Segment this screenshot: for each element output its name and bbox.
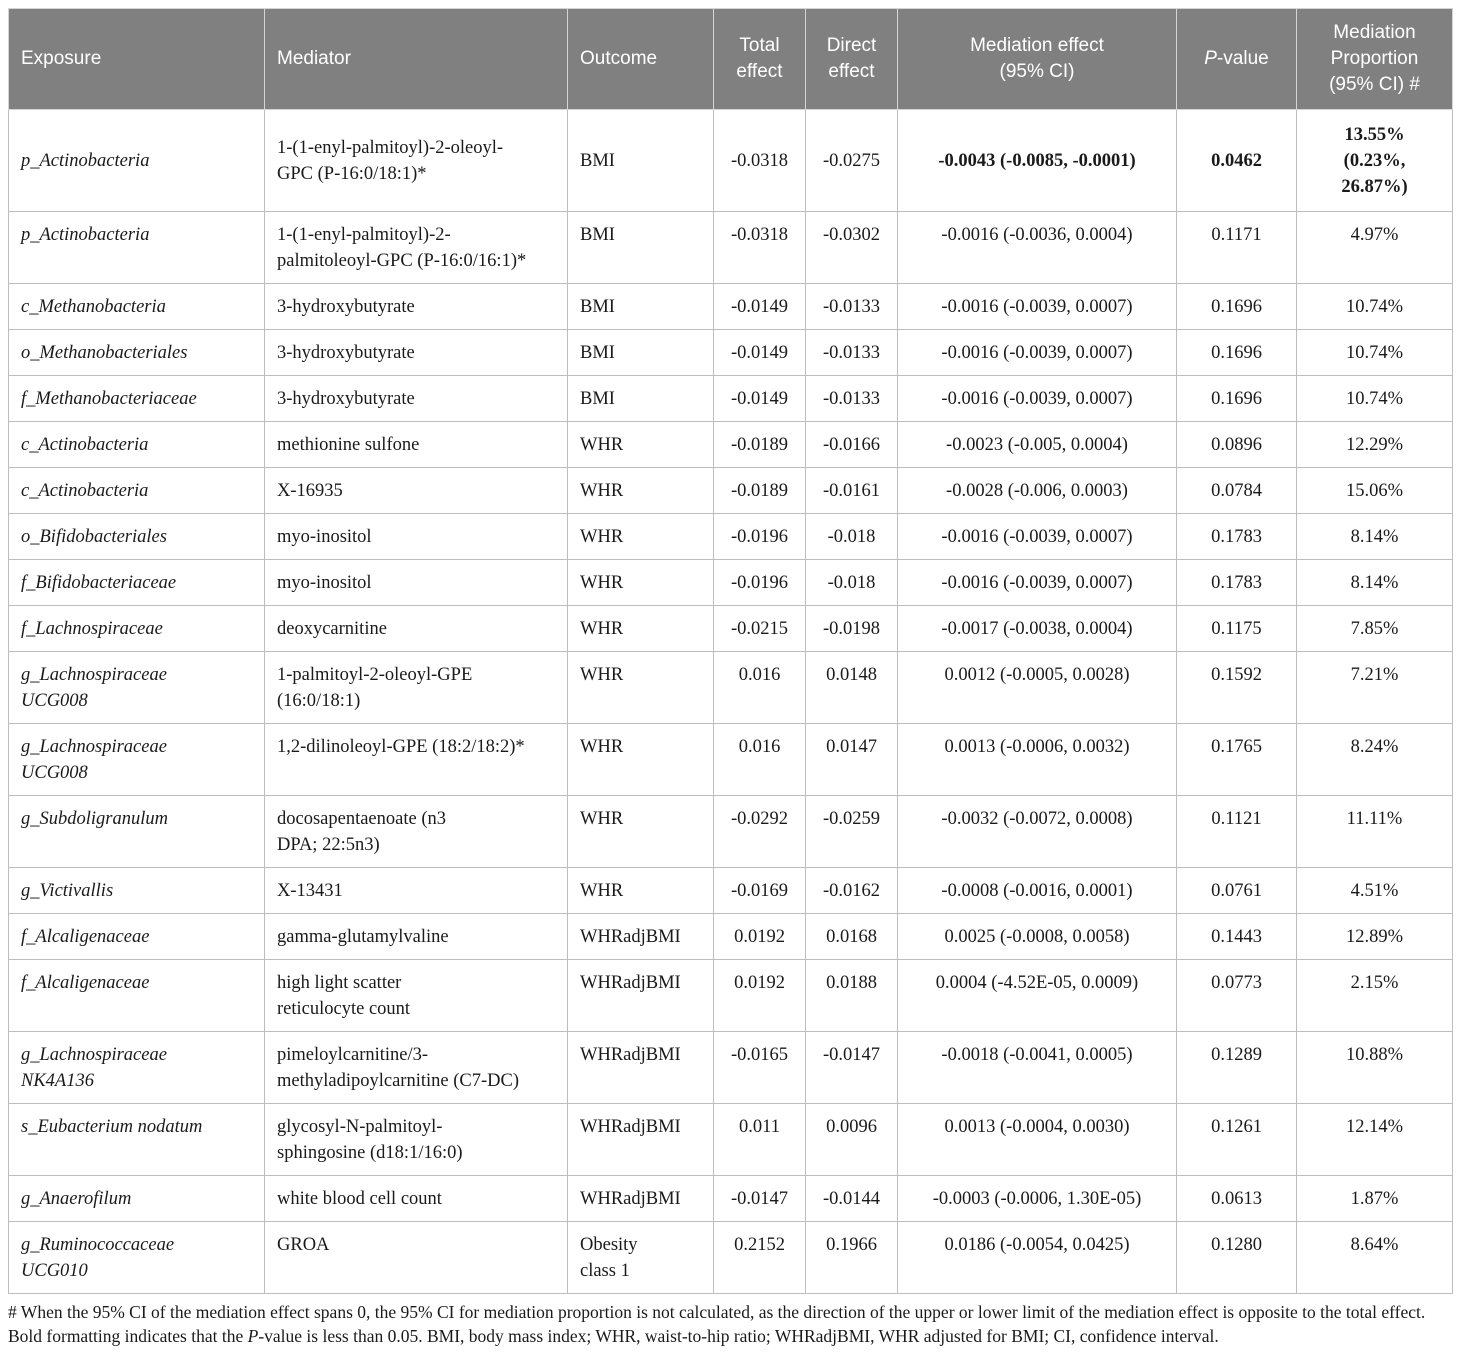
exposure-cell xyxy=(9,960,265,1032)
total-effect-cell: -0.0165 xyxy=(714,1032,806,1104)
outcome-cell xyxy=(568,376,714,422)
exposure-cell-line: UCG010 xyxy=(21,1261,88,1281)
p-value-cell: 0.0761 xyxy=(1177,868,1297,914)
table-body xyxy=(9,110,1453,1294)
mediation-proportion-cell xyxy=(1297,1222,1453,1294)
mediator-cell-line: methionine sulfone xyxy=(277,435,420,455)
p-value-cell: 0.1696 xyxy=(1177,376,1297,422)
mediator-cell xyxy=(265,868,568,914)
table-row xyxy=(9,606,1453,652)
mediation-effect-cell: -0.0018 (-0.0041, 0.0005) xyxy=(898,1032,1177,1104)
mediator-cell-line: pimeloylcarnitine/3- xyxy=(277,1045,429,1065)
exposure-cell-line: c_Methanobacteria xyxy=(21,297,166,317)
mediation-proportion-cell xyxy=(1297,560,1453,606)
mediation-proportion-cell-line: 4.51% xyxy=(1350,881,1399,901)
mediator-cell-line: 3-hydroxybutyrate xyxy=(277,297,415,317)
p-value-cell: 0.1261 xyxy=(1177,1104,1297,1176)
mediation-proportion-cell-line: 10.74% xyxy=(1345,297,1404,317)
mediation-proportion-cell-line: 12.29% xyxy=(1345,435,1404,455)
exposure-cell-line: f_Alcaligenaceae xyxy=(21,973,150,993)
exposure-cell xyxy=(9,914,265,960)
outcome-cell xyxy=(568,652,714,724)
mediation-proportion-cell xyxy=(1297,514,1453,560)
mediator-cell-line: myo-inositol xyxy=(277,573,372,593)
exposure-cell-line: f_Lachnospiraceae xyxy=(21,619,163,639)
total-effect-cell: 0.0192 xyxy=(714,914,806,960)
direct-effect-cell: -0.0133 xyxy=(806,284,898,330)
mediator-cell xyxy=(265,1222,568,1294)
mediation-proportion-cell-line: 8.24% xyxy=(1350,737,1399,757)
p-value-cell: 0.0613 xyxy=(1177,1176,1297,1222)
mediator-cell-line: 1-(1-enyl-palmitoyl)-2- xyxy=(277,225,451,245)
mediation-proportion-cell-line: 12.14% xyxy=(1345,1117,1404,1137)
outcome-cell-line: WHRadjBMI xyxy=(580,1189,681,1209)
mediation-proportion-cell xyxy=(1297,796,1453,868)
mediation-effect-cell: -0.0017 (-0.0038, 0.0004) xyxy=(898,606,1177,652)
exposure-cell xyxy=(9,796,265,868)
mediation-proportion-cell xyxy=(1297,606,1453,652)
mediator-cell-line: sphingosine (d18:1/16:0) xyxy=(277,1143,463,1163)
outcome-cell xyxy=(568,110,714,212)
outcome-cell-line: WHR xyxy=(580,435,624,455)
mediator-cell xyxy=(265,284,568,330)
table-row xyxy=(9,914,1453,960)
outcome-cell-line: WHR xyxy=(580,881,624,901)
mediator-cell xyxy=(265,796,568,868)
mediator-cell xyxy=(265,422,568,468)
outcome-cell-line: WHRadjBMI xyxy=(580,973,681,993)
direct-effect-cell: 0.1966 xyxy=(806,1222,898,1294)
mediation-proportion-cell-line: 2.15% xyxy=(1350,973,1399,993)
exposure-cell-line: p_Actinobacteria xyxy=(21,151,150,171)
table-row xyxy=(9,1222,1453,1294)
mediation-effect-cell: 0.0186 (-0.0054, 0.0425) xyxy=(898,1222,1177,1294)
outcome-cell-line: BMI xyxy=(580,151,615,171)
total-effect-cell: -0.0318 xyxy=(714,212,806,284)
mediation-proportion-cell-line: 10.88% xyxy=(1345,1045,1404,1065)
mediation-proportion-cell xyxy=(1297,110,1453,212)
mediator-cell-line: palmitoleoyl-GPC (P-16:0/16:1)* xyxy=(277,251,527,271)
outcome-cell-line: WHR xyxy=(580,573,624,593)
mediation-effect-cell: -0.0043 (-0.0085, -0.0001) xyxy=(898,110,1177,212)
p-value-cell: 0.1783 xyxy=(1177,560,1297,606)
outcome-cell xyxy=(568,1176,714,1222)
direct-effect-cell: -0.0147 xyxy=(806,1032,898,1104)
table-row xyxy=(9,560,1453,606)
mediation-proportion-cell xyxy=(1297,212,1453,284)
outcome-cell xyxy=(568,1032,714,1104)
total-effect-cell: -0.0292 xyxy=(714,796,806,868)
mediator-cell xyxy=(265,330,568,376)
outcome-cell-line: BMI xyxy=(580,225,615,245)
mediation-proportion-cell-line: 26.87%) xyxy=(1341,177,1408,197)
exposure-cell xyxy=(9,652,265,724)
mediator-cell-line: deoxycarnitine xyxy=(277,619,387,639)
outcome-cell-line: WHR xyxy=(580,527,624,547)
header-total-effect: Total effect xyxy=(714,9,806,110)
mediation-proportion-cell-line: 8.14% xyxy=(1350,527,1399,547)
mediation-proportion-cell xyxy=(1297,960,1453,1032)
mediator-cell-line: 1-palmitoyl-2-oleoyl-GPE xyxy=(277,665,473,685)
table-row xyxy=(9,724,1453,796)
exposure-cell xyxy=(9,868,265,914)
header-p-value: P-value xyxy=(1177,9,1297,110)
total-effect-cell: -0.0189 xyxy=(714,468,806,514)
exposure-cell xyxy=(9,468,265,514)
p-value-cell: 0.0784 xyxy=(1177,468,1297,514)
exposure-cell xyxy=(9,284,265,330)
exposure-cell xyxy=(9,606,265,652)
mediation-proportion-cell-line: 10.74% xyxy=(1345,343,1404,363)
mediation-proportion-cell-line: 8.14% xyxy=(1350,573,1399,593)
exposure-cell-line: p_Actinobacteria xyxy=(21,225,150,245)
mediator-cell xyxy=(265,514,568,560)
header-mediation-proportion: Mediation Proportion (95% CI) # xyxy=(1297,9,1453,110)
mediator-cell xyxy=(265,1032,568,1104)
table-row xyxy=(9,796,1453,868)
mediation-proportion-cell xyxy=(1297,284,1453,330)
mediation-effect-cell: -0.0016 (-0.0039, 0.0007) xyxy=(898,560,1177,606)
table-row xyxy=(9,212,1453,284)
table-row xyxy=(9,110,1453,212)
total-effect-cell: -0.0196 xyxy=(714,514,806,560)
exposure-cell-line: g_Subdoligranulum xyxy=(21,809,168,829)
outcome-cell xyxy=(568,212,714,284)
table-row xyxy=(9,330,1453,376)
p-value-cell: 0.1783 xyxy=(1177,514,1297,560)
outcome-cell xyxy=(568,1104,714,1176)
mediation-effect-cell: -0.0016 (-0.0039, 0.0007) xyxy=(898,514,1177,560)
mediation-effect-cell: 0.0025 (-0.0008, 0.0058) xyxy=(898,914,1177,960)
p-value-cell: 0.1443 xyxy=(1177,914,1297,960)
p-value-cell: 0.1289 xyxy=(1177,1032,1297,1104)
exposure-cell xyxy=(9,376,265,422)
mediator-cell xyxy=(265,914,568,960)
exposure-cell xyxy=(9,1176,265,1222)
mediator-cell-line: reticulocyte count xyxy=(277,999,411,1019)
p-value-cell: 0.1765 xyxy=(1177,724,1297,796)
outcome-cell xyxy=(568,514,714,560)
p-value-cell: 0.0773 xyxy=(1177,960,1297,1032)
header-row xyxy=(9,9,1453,110)
mediation-proportion-cell xyxy=(1297,914,1453,960)
mediation-effect-cell: -0.0016 (-0.0036, 0.0004) xyxy=(898,212,1177,284)
mediation-effect-cell: -0.0016 (-0.0039, 0.0007) xyxy=(898,284,1177,330)
direct-effect-cell: -0.0275 xyxy=(806,110,898,212)
table-row xyxy=(9,422,1453,468)
table-row xyxy=(9,960,1453,1032)
mediation-proportion-cell-line: 7.85% xyxy=(1350,619,1399,639)
outcome-cell-line: WHR xyxy=(580,665,624,685)
mediation-proportion-cell-line: (0.23%, xyxy=(1343,151,1406,171)
total-effect-cell: -0.0189 xyxy=(714,422,806,468)
mediation-effect-cell: 0.0012 (-0.0005, 0.0028) xyxy=(898,652,1177,724)
mediator-cell xyxy=(265,110,568,212)
direct-effect-cell: -0.0162 xyxy=(806,868,898,914)
mediation-proportion-cell xyxy=(1297,376,1453,422)
header-mediation-effect: Mediation effect (95% CI) xyxy=(898,9,1177,110)
mediator-cell xyxy=(265,212,568,284)
mediator-cell-line: (16:0/18:1) xyxy=(277,691,361,711)
mediator-cell-line: docosapentaenoate (n3 xyxy=(277,809,446,829)
mediator-cell-line: GROA xyxy=(277,1235,330,1255)
total-effect-cell: -0.0149 xyxy=(714,376,806,422)
mediator-cell-line: methyladipoylcarnitine (C7-DC) xyxy=(277,1071,519,1091)
mediator-cell-line: X-13431 xyxy=(277,881,343,901)
mediator-cell-line: high light scatter xyxy=(277,973,402,993)
direct-effect-cell: 0.0096 xyxy=(806,1104,898,1176)
exposure-cell-line: g_Lachnospiraceae xyxy=(21,737,167,757)
mediator-cell-line: 1-(1-enyl-palmitoyl)-2-oleoyl- xyxy=(277,138,504,158)
total-effect-cell: 0.016 xyxy=(714,652,806,724)
outcome-cell xyxy=(568,914,714,960)
exposure-cell-line: o_Methanobacteriales xyxy=(21,343,188,363)
mediation-proportion-cell xyxy=(1297,468,1453,514)
mediation-effect-cell: 0.0013 (-0.0004, 0.0030) xyxy=(898,1104,1177,1176)
total-effect-cell: -0.0318 xyxy=(714,110,806,212)
mediation-effect-cell: -0.0016 (-0.0039, 0.0007) xyxy=(898,376,1177,422)
table-container xyxy=(8,8,1452,1348)
mediator-cell xyxy=(265,1176,568,1222)
exposure-cell xyxy=(9,1104,265,1176)
direct-effect-cell: -0.018 xyxy=(806,514,898,560)
mediation-proportion-cell-line: 10.74% xyxy=(1345,389,1404,409)
total-effect-cell: 0.016 xyxy=(714,724,806,796)
mediator-cell-line: white blood cell count xyxy=(277,1189,442,1209)
p-value-cell: 0.0462 xyxy=(1177,110,1297,212)
mediator-cell-line: GPC (P-16:0/18:1)* xyxy=(277,164,427,184)
mediator-cell xyxy=(265,724,568,796)
outcome-cell-line: WHRadjBMI xyxy=(580,927,681,947)
outcome-cell-line: BMI xyxy=(580,389,615,409)
p-value-cell: 0.1592 xyxy=(1177,652,1297,724)
direct-effect-cell: 0.0168 xyxy=(806,914,898,960)
exposure-cell xyxy=(9,1032,265,1104)
mediation-effect-cell: -0.0023 (-0.005, 0.0004) xyxy=(898,422,1177,468)
direct-effect-cell: -0.0166 xyxy=(806,422,898,468)
mediation-proportion-cell xyxy=(1297,422,1453,468)
mediator-cell-line: 1,2-dilinoleoyl-GPE (18:2/18:2)* xyxy=(277,737,525,757)
exposure-cell xyxy=(9,724,265,796)
outcome-cell xyxy=(568,1222,714,1294)
mediation-table xyxy=(8,8,1453,1294)
exposure-cell-line: f_Alcaligenaceae xyxy=(21,927,150,947)
table-row xyxy=(9,1104,1453,1176)
p-value-cell: 0.1121 xyxy=(1177,796,1297,868)
mediation-proportion-cell-line: 4.97% xyxy=(1350,225,1399,245)
direct-effect-cell: -0.0144 xyxy=(806,1176,898,1222)
exposure-cell-line: g_Victivallis xyxy=(21,881,114,901)
exposure-cell-line: f_Methanobacteriaceae xyxy=(21,389,197,409)
outcome-cell-line: WHR xyxy=(580,619,624,639)
outcome-cell xyxy=(568,724,714,796)
outcome-cell-line: BMI xyxy=(580,297,615,317)
outcome-cell-line: WHRadjBMI xyxy=(580,1117,681,1137)
outcome-cell xyxy=(568,330,714,376)
direct-effect-cell: -0.0133 xyxy=(806,330,898,376)
direct-effect-cell: -0.0161 xyxy=(806,468,898,514)
direct-effect-cell: 0.0148 xyxy=(806,652,898,724)
mediator-cell xyxy=(265,1104,568,1176)
mediator-cell-line: gamma-glutamylvaline xyxy=(277,927,449,947)
mediator-cell-line: X-16935 xyxy=(277,481,343,501)
header-mediator: Mediator xyxy=(265,9,568,110)
total-effect-cell: -0.0169 xyxy=(714,868,806,914)
mediator-cell-line: DPA; 22:5n3) xyxy=(277,835,380,855)
outcome-cell xyxy=(568,468,714,514)
outcome-cell xyxy=(568,960,714,1032)
mediation-effect-cell: -0.0032 (-0.0072, 0.0008) xyxy=(898,796,1177,868)
table-row xyxy=(9,284,1453,330)
mediation-effect-cell: -0.0003 (-0.0006, 1.30E-05) xyxy=(898,1176,1177,1222)
exposure-cell-line: s_Eubacterium nodatum xyxy=(21,1117,203,1137)
total-effect-cell: 0.0192 xyxy=(714,960,806,1032)
exposure-cell-line: f_Bifidobacteriaceae xyxy=(21,573,177,593)
mediator-cell xyxy=(265,606,568,652)
mediation-proportion-cell-line: 15.06% xyxy=(1345,481,1404,501)
mediation-effect-cell: -0.0008 (-0.0016, 0.0001) xyxy=(898,868,1177,914)
exposure-cell-line: UCG008 xyxy=(21,691,88,711)
mediator-cell xyxy=(265,652,568,724)
exposure-cell xyxy=(9,212,265,284)
mediation-proportion-cell xyxy=(1297,1104,1453,1176)
mediator-cell xyxy=(265,960,568,1032)
table-row xyxy=(9,652,1453,724)
exposure-cell-line: g_Lachnospiraceae xyxy=(21,665,167,685)
mediator-cell xyxy=(265,560,568,606)
mediator-cell-line: 3-hydroxybutyrate xyxy=(277,389,415,409)
mediator-cell xyxy=(265,468,568,514)
total-effect-cell: 0.2152 xyxy=(714,1222,806,1294)
mediation-proportion-cell xyxy=(1297,868,1453,914)
outcome-cell xyxy=(568,796,714,868)
exposure-cell-line: c_Actinobacteria xyxy=(21,481,149,501)
header-outcome: Outcome xyxy=(568,9,714,110)
exposure-cell xyxy=(9,1222,265,1294)
table-row xyxy=(9,868,1453,914)
p-value-cell: 0.1175 xyxy=(1177,606,1297,652)
direct-effect-cell: -0.0259 xyxy=(806,796,898,868)
p-value-cell: 0.1696 xyxy=(1177,284,1297,330)
outcome-cell xyxy=(568,422,714,468)
table-row xyxy=(9,468,1453,514)
total-effect-cell: -0.0149 xyxy=(714,284,806,330)
mediation-effect-cell: 0.0013 (-0.0006, 0.0032) xyxy=(898,724,1177,796)
outcome-cell-line: WHRadjBMI xyxy=(580,1045,681,1065)
direct-effect-cell: 0.0147 xyxy=(806,724,898,796)
mediation-proportion-cell-line: 1.87% xyxy=(1350,1189,1399,1209)
exposure-cell xyxy=(9,560,265,606)
total-effect-cell: -0.0215 xyxy=(714,606,806,652)
header-direct-effect: Direct effect xyxy=(806,9,898,110)
mediator-cell-line: myo-inositol xyxy=(277,527,372,547)
table-row xyxy=(9,514,1453,560)
outcome-cell-line: WHR xyxy=(580,809,624,829)
mediation-effect-cell: -0.0028 (-0.006, 0.0003) xyxy=(898,468,1177,514)
mediation-proportion-cell xyxy=(1297,1032,1453,1104)
total-effect-cell: -0.0149 xyxy=(714,330,806,376)
p-value-cell: 0.1171 xyxy=(1177,212,1297,284)
mediation-proportion-cell xyxy=(1297,1176,1453,1222)
table-row xyxy=(9,1032,1453,1104)
mediation-proportion-cell-line: 7.21% xyxy=(1350,665,1399,685)
mediation-proportion-cell xyxy=(1297,652,1453,724)
exposure-cell xyxy=(9,514,265,560)
outcome-cell xyxy=(568,868,714,914)
exposure-cell-line: NK4A136 xyxy=(21,1071,94,1091)
outcome-cell-line: BMI xyxy=(580,343,615,363)
direct-effect-cell: 0.0188 xyxy=(806,960,898,1032)
direct-effect-cell: -0.0302 xyxy=(806,212,898,284)
exposure-cell xyxy=(9,422,265,468)
total-effect-cell: -0.0147 xyxy=(714,1176,806,1222)
exposure-cell xyxy=(9,330,265,376)
exposure-cell-line: g_Lachnospiraceae xyxy=(21,1045,167,1065)
exposure-cell-line: UCG008 xyxy=(21,763,88,783)
table-row xyxy=(9,376,1453,422)
table-footnote: # When the 95% CI of the mediation effect spans 0, the 95% CI for mediation proportion is not calculated, as the direction of the upper or lower limit of the mediation effect is opposite to the total effect. Bold formatting indicates that the P-value is less than 0.05. BMI, body mass index; WHR, waist-to-hip ratio; WHRadjBMI, WHR adjusted for BMI; CI, confidence interval. xyxy=(8,1302,1426,1346)
outcome-cell xyxy=(568,560,714,606)
direct-effect-cell: -0.0198 xyxy=(806,606,898,652)
outcome-cell-line: WHR xyxy=(580,481,624,501)
outcome-cell xyxy=(568,284,714,330)
total-effect-cell: -0.0196 xyxy=(714,560,806,606)
p-value-cell: 0.1280 xyxy=(1177,1222,1297,1294)
exposure-cell-line: g_Anaerofilum xyxy=(21,1189,132,1209)
exposure-cell-line: o_Bifidobacteriales xyxy=(21,527,167,547)
p-value-cell: 0.1696 xyxy=(1177,330,1297,376)
mediation-proportion-cell-line: 8.64% xyxy=(1350,1235,1399,1255)
direct-effect-cell: -0.018 xyxy=(806,560,898,606)
header-exposure: Exposure xyxy=(9,9,265,110)
outcome-cell-line: WHR xyxy=(580,737,624,757)
outcome-cell-line: class 1 xyxy=(580,1261,630,1281)
mediation-effect-cell: 0.0004 (-4.52E-05, 0.0009) xyxy=(898,960,1177,1032)
mediation-effect-cell: -0.0016 (-0.0039, 0.0007) xyxy=(898,330,1177,376)
direct-effect-cell: -0.0133 xyxy=(806,376,898,422)
exposure-cell-line: c_Actinobacteria xyxy=(21,435,149,455)
mediation-proportion-cell-line: 11.11% xyxy=(1346,809,1403,829)
mediation-proportion-cell xyxy=(1297,330,1453,376)
outcome-cell-line: Obesity xyxy=(580,1235,638,1255)
table-row xyxy=(9,1176,1453,1222)
mediation-proportion-cell xyxy=(1297,724,1453,796)
mediator-cell-line: glycosyl-N-palmitoyl- xyxy=(277,1117,443,1137)
exposure-cell xyxy=(9,110,265,212)
mediator-cell xyxy=(265,376,568,422)
mediation-proportion-cell-line: 12.89% xyxy=(1345,927,1404,947)
exposure-cell-line: g_Ruminococcaceae xyxy=(21,1235,175,1255)
total-effect-cell: 0.011 xyxy=(714,1104,806,1176)
p-value-cell: 0.0896 xyxy=(1177,422,1297,468)
mediation-proportion-cell-line: 13.55% xyxy=(1344,125,1405,145)
outcome-cell xyxy=(568,606,714,652)
mediator-cell-line: 3-hydroxybutyrate xyxy=(277,343,415,363)
